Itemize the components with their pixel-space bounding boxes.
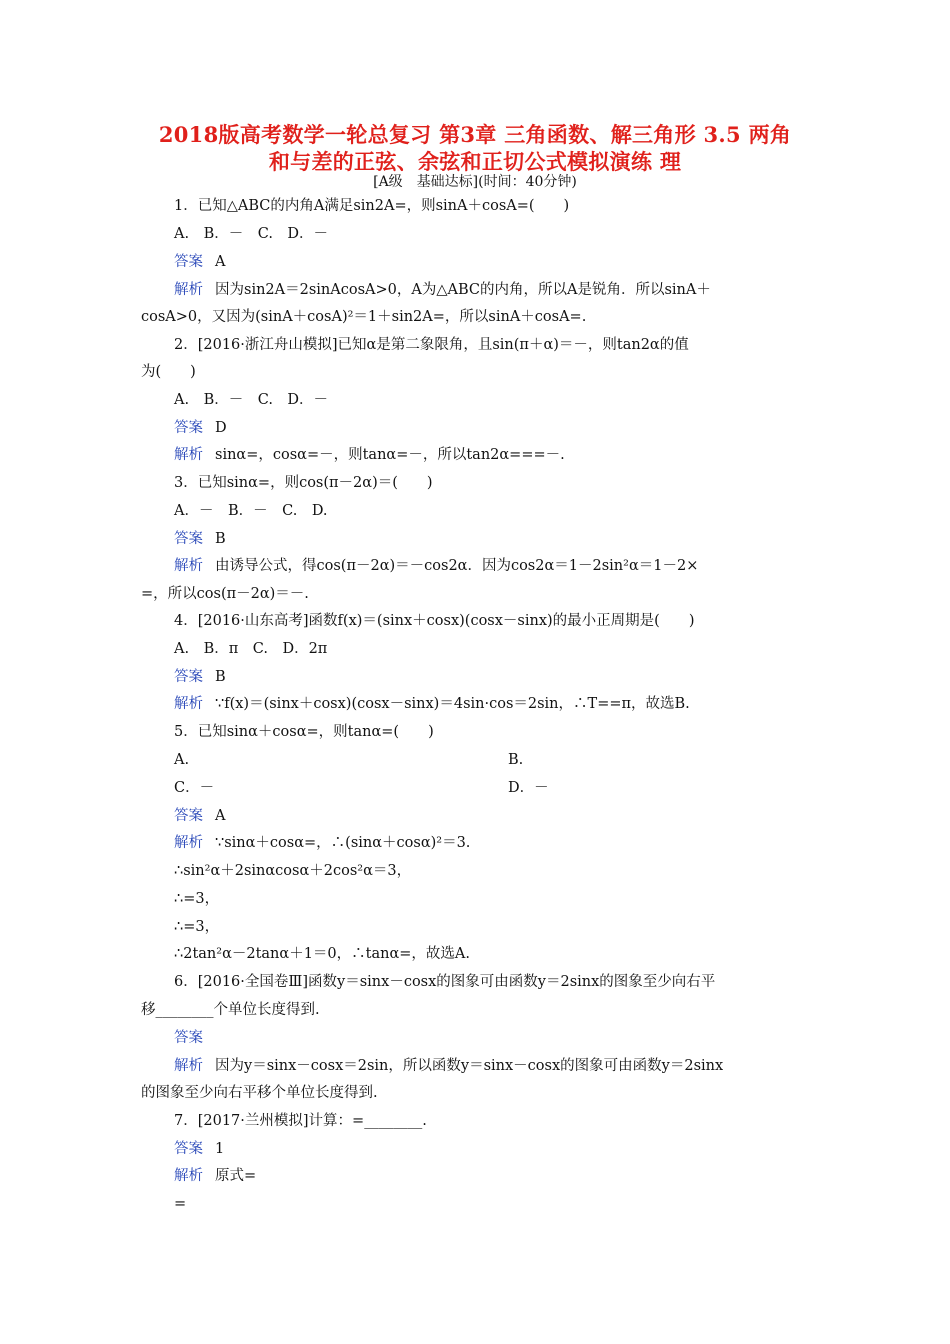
line-text: 7．[2017·兰州模拟]计算：=________. — [174, 1113, 427, 1129]
text-line — [174, 917, 219, 937]
line-text: 移________个单位长度得到. — [141, 1002, 320, 1018]
text-line — [174, 750, 189, 770]
analysis-label: 解析 — [174, 1168, 203, 1184]
analysis-line — [174, 1056, 723, 1076]
text-line — [174, 196, 569, 216]
text-line — [174, 501, 328, 521]
line-text: 1 — [215, 1141, 225, 1157]
analysis-label: 解析 — [174, 696, 203, 712]
analysis-label: 解析 — [174, 558, 203, 574]
text-line — [174, 778, 214, 798]
analysis-line — [174, 833, 470, 853]
line-text: D — [215, 420, 227, 436]
answer-line — [174, 1028, 215, 1048]
line-text: A. B．π C. D．2π — [174, 641, 328, 657]
line-text: = — [174, 1196, 187, 1212]
title-line-1: 2018版高考数学一轮总复习 第3章 三角函数、解三角形 3.5 两角 — [158, 122, 792, 147]
line-text: 由诱导公式，得cos(π－2α)＝－cos2α．因为cos2α＝1－2sin²α＝1－2× — [215, 558, 699, 574]
line-text: 4．[2016·山东高考]函数f(x)＝(sinx＋cosx)(cosx－sinx)的最小正周期是( ) — [174, 613, 695, 629]
analysis-line — [174, 280, 711, 300]
line-text: A — [215, 808, 226, 824]
line-text: 因为y＝sinx－cosx＝2sin，所以函数y＝sinx－cosx的图象可由函数y＝2sinx — [215, 1058, 724, 1074]
analysis-label: 解析 — [174, 282, 203, 298]
answer-label: 答案 — [174, 669, 203, 685]
line-text: A. B．－ C. D．－ — [174, 392, 329, 408]
text-line — [174, 473, 433, 493]
answer-label: 答案 — [174, 420, 203, 436]
analysis-line — [174, 694, 690, 714]
text-line — [174, 889, 219, 909]
text-line — [141, 362, 196, 382]
answer-line — [174, 667, 226, 687]
answer-line — [174, 529, 226, 549]
text-line — [141, 307, 586, 327]
text-line — [141, 1000, 320, 1020]
line-text: ∵f(x)＝(sinx＋cosx)(cosx－sinx)＝4sin·cos＝2sin，∴T==π，故选B. — [215, 696, 690, 712]
text-line — [174, 224, 328, 244]
analysis-label: 解析 — [174, 447, 203, 463]
analysis-line — [174, 556, 698, 576]
line-text: ∴=3， — [174, 919, 220, 935]
line-text: sinα=，cosα=－，则tanα=－，所以tan2α===－. — [215, 447, 565, 463]
line-text: ∴sin²α＋2sinαcosα＋2cos²α＝3， — [174, 863, 412, 879]
text-line — [174, 335, 689, 355]
analysis-label: 解析 — [174, 1058, 203, 1074]
answer-label: 答案 — [174, 531, 203, 547]
answer-line — [174, 418, 227, 438]
answer-label: 答案 — [174, 1141, 203, 1157]
answer-label: 答案 — [174, 254, 203, 270]
line-text: 3．已知sinα=，则cos(π－2α)＝( ) — [174, 475, 433, 491]
text-line — [174, 1111, 427, 1131]
line-text: 的图象至少向右平移个单位长度得到. — [141, 1085, 378, 1101]
text-line — [174, 861, 411, 881]
line-text: 6．[2016·全国卷Ⅲ]函数y＝sinx－cosx的图象可由函数y＝2sinx的图象至少向右平 — [174, 974, 716, 990]
text-line — [174, 944, 470, 964]
line-text: 为( ) — [141, 364, 196, 380]
line-text: 2．[2016·浙江舟山模拟]已知α是第二象限角，且sin(π＋α)＝－，则tan2α的值 — [174, 337, 689, 353]
text-line — [174, 390, 328, 410]
title-line-2: 和与差的正弦、余弦和正切公式模拟演练 理 — [268, 149, 682, 174]
line-text: C．－ — [174, 780, 215, 796]
line-text: B — [215, 531, 226, 547]
line-text: A — [215, 254, 226, 270]
line-text: cosA>0，又因为(sinA＋cosA)²＝1＋sin2A=，所以sinA＋cosA=. — [141, 309, 587, 325]
text-line — [174, 1194, 186, 1214]
analysis-label: 解析 — [174, 835, 203, 851]
text-line — [174, 722, 434, 742]
text-line — [141, 1083, 378, 1103]
line-text: B — [215, 669, 226, 685]
line-text: 1．已知△ABC的内角A满足sin2A=，则sinA＋cosA=( ) — [174, 198, 570, 214]
option-column-2: D．－ — [508, 780, 549, 796]
analysis-line — [174, 1166, 256, 1186]
line-text: A. — [174, 752, 190, 768]
line-text: A．－ B．－ C. D. — [174, 503, 328, 519]
line-text: A. B．－ C. D．－ — [174, 226, 329, 242]
text-line — [174, 611, 694, 631]
line-text: ∴2tan²α－2tanα＋1＝0，∴tanα=，故选A. — [174, 946, 470, 962]
text-line — [174, 639, 327, 659]
text-line — [174, 972, 715, 992]
line-text: ∵sinα＋cosα=，∴(sinα＋cosα)²＝3. — [215, 835, 471, 851]
answer-label: 答案 — [174, 808, 203, 824]
line-text: 原式= — [215, 1168, 257, 1184]
option-column-2: B. — [508, 752, 524, 768]
level-subtitle: [A级 基础达标](时间：40分钟) — [373, 174, 577, 190]
text-line — [141, 584, 309, 604]
document-title — [120, 121, 830, 175]
line-text: ∴=3， — [174, 891, 220, 907]
line-text: 因为sin2A＝2sinAcosA>0，A为△ABC的内角，所以A是锐角．所以sinA＋ — [215, 282, 711, 298]
line-text: 5．已知sinα＋cosα=，则tanα=( ) — [174, 724, 434, 740]
answer-line — [174, 1139, 224, 1159]
line-text: =，所以cos(π－2α)＝－. — [141, 586, 309, 602]
answer-line — [174, 252, 225, 272]
answer-label: 答案 — [174, 1030, 203, 1046]
answer-line — [174, 806, 225, 826]
analysis-line — [174, 445, 565, 465]
